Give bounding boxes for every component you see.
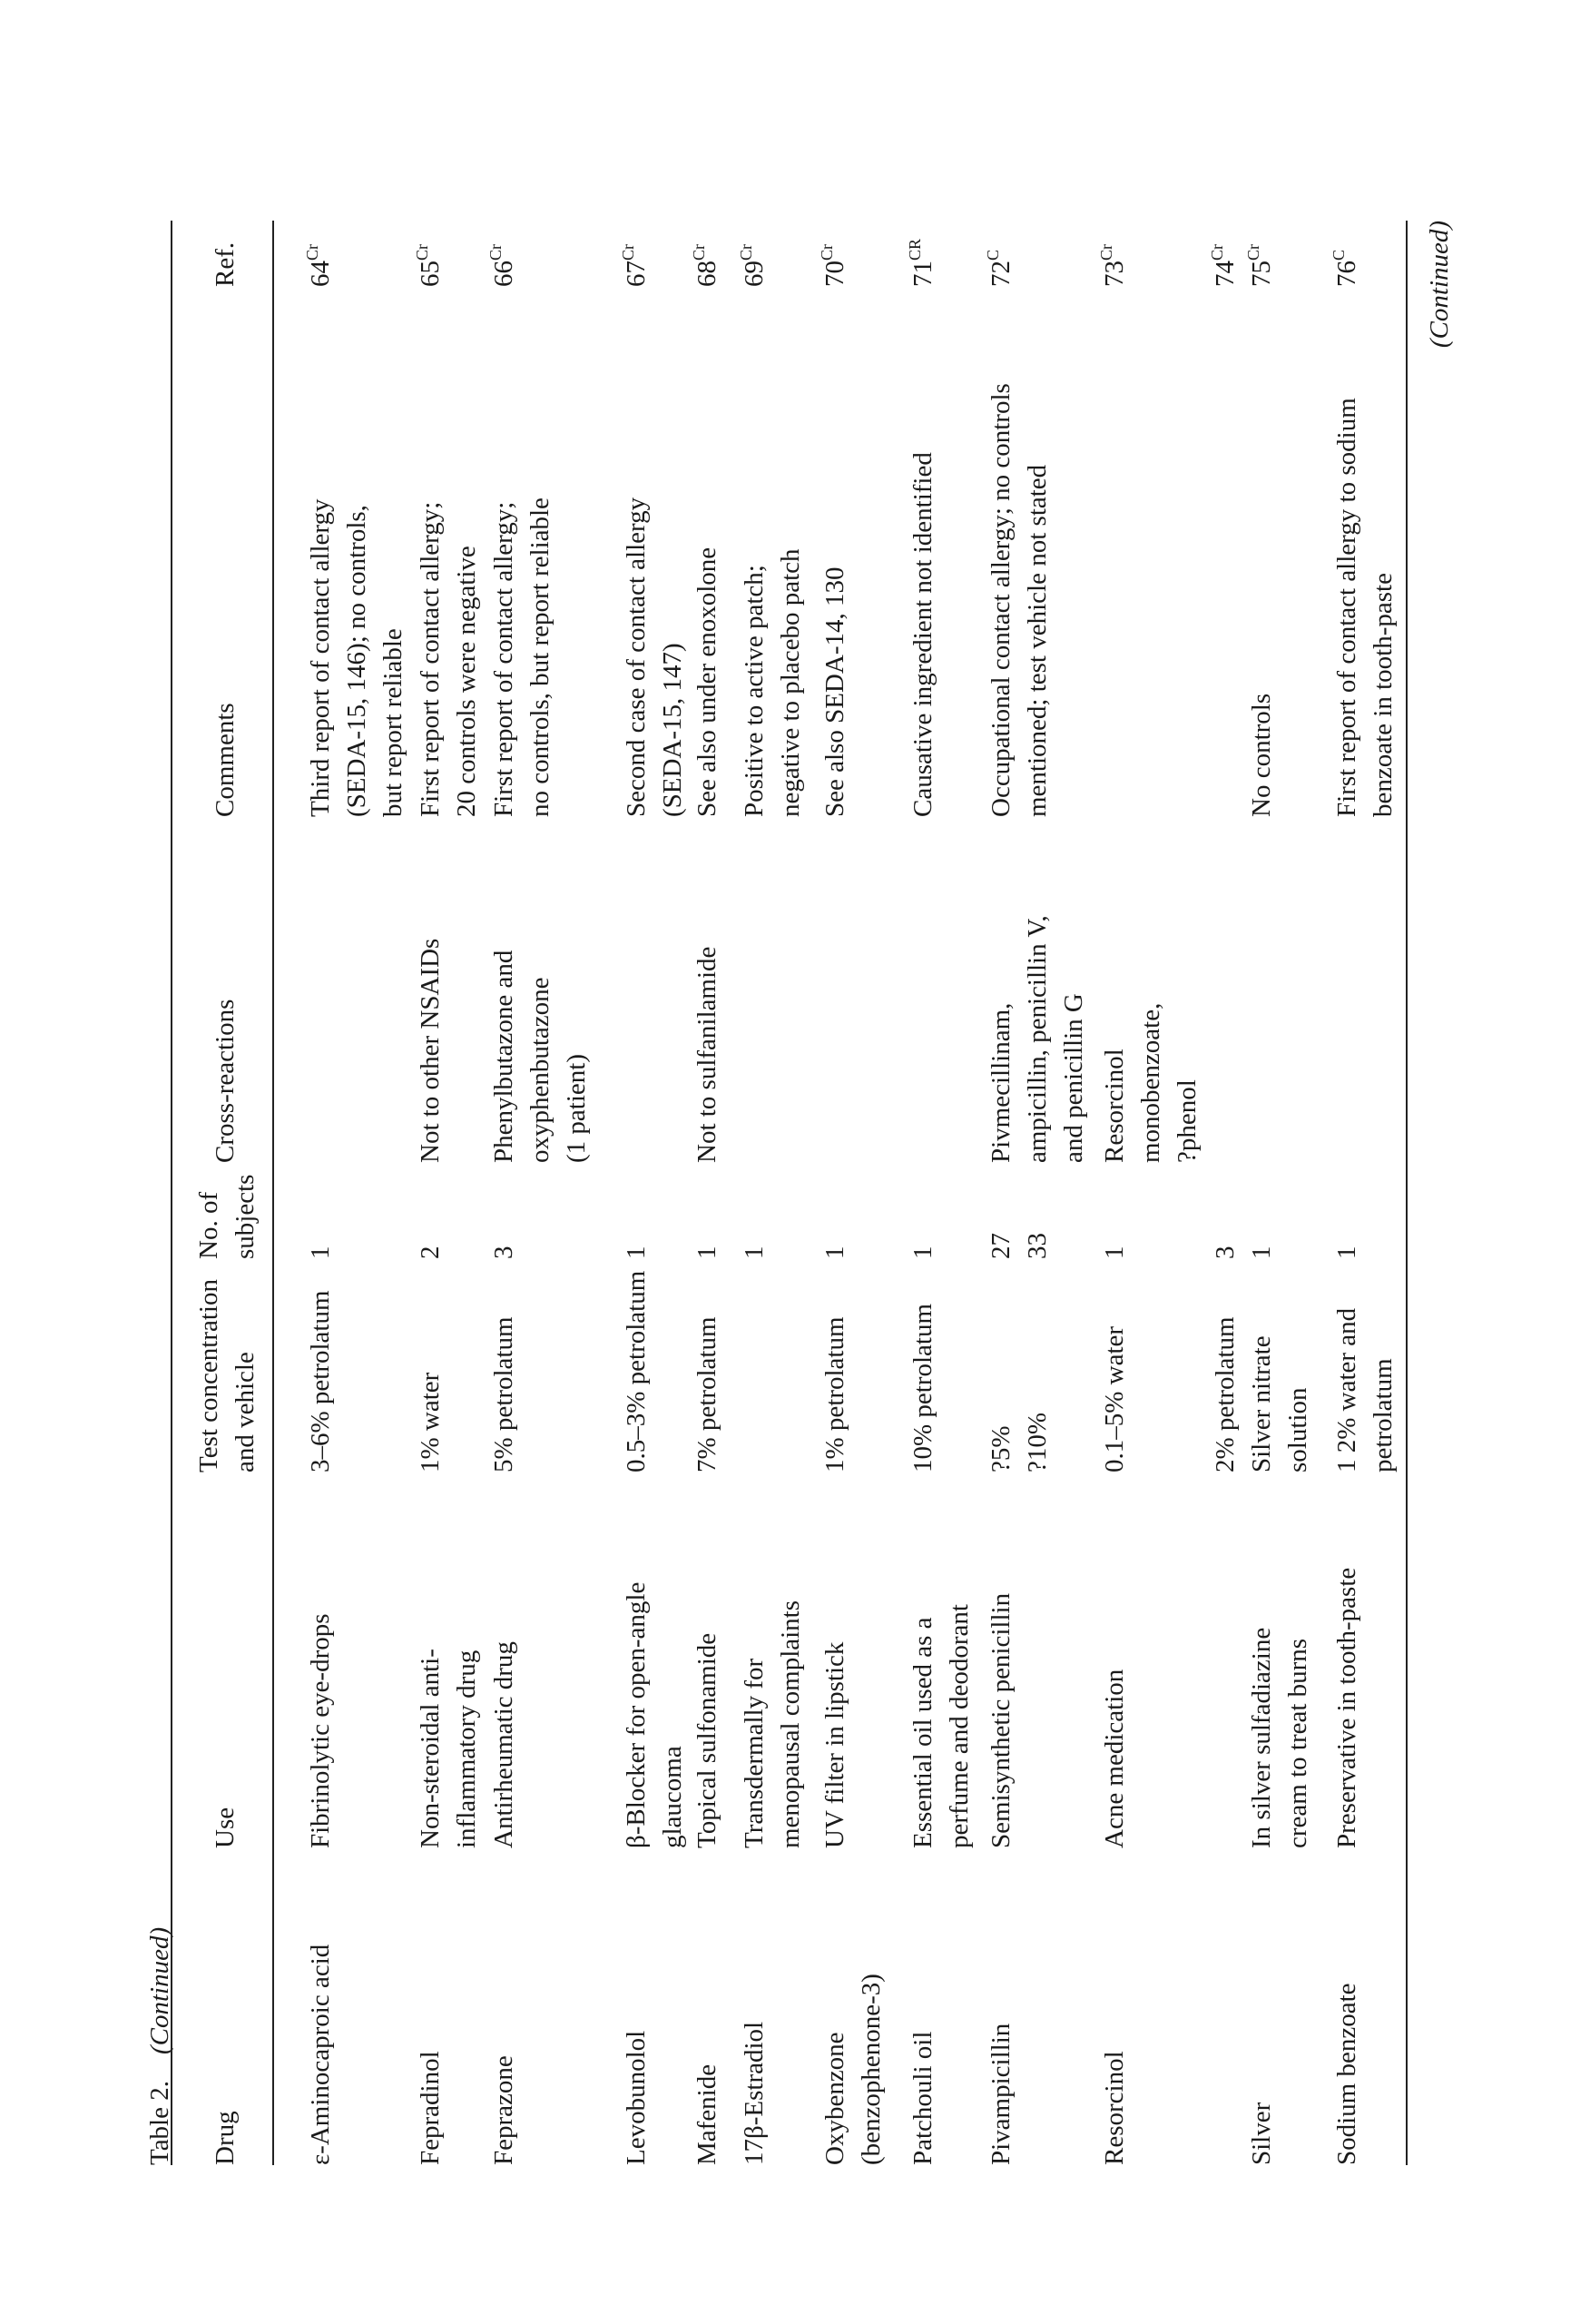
ref-superscript: Cr (1097, 244, 1115, 261)
ref-number: 67 (622, 261, 651, 287)
cell-comments: See also SEDA-14, 130 (820, 566, 849, 817)
cell-drug: Oxybenzone (benzophenone-3) (820, 1974, 886, 2165)
ref-number: 71 (908, 261, 937, 287)
header-rule (272, 221, 274, 2165)
cell-cross: Not to other NSAIDs (416, 938, 445, 1163)
cell-test: 10% petrolatum (908, 1303, 937, 1472)
cell-drug: Sodium benzoate (1332, 1983, 1361, 2165)
column-header-drug: Drug (211, 2111, 240, 2165)
table-caption (105, 1927, 178, 2165)
cell-test: Silver nitrate solution (1247, 1335, 1312, 1472)
ref-superscript: Cr (619, 244, 637, 261)
ref-number: 73 (1100, 261, 1129, 287)
cell-comments: See also under enoxolone (692, 547, 721, 817)
cell-drug: Fepradinol (416, 2051, 445, 2165)
cell-use: Antirheumatic drug (489, 1641, 518, 1848)
cell-n: 1 (1100, 1246, 1129, 1259)
cell-n: 1 (820, 1246, 849, 1259)
column-header-cross: Cross-reactions (211, 999, 240, 1163)
cell-drug: Silver (1247, 2102, 1276, 2165)
cell-test: 5% petrolatum (489, 1316, 518, 1472)
cell-n: 1 (692, 1246, 721, 1259)
cell-comments: Third report of contact allergy (SEDA-15, 146); no controls, but report reliable (306, 498, 407, 817)
ref-number: 74 (1211, 261, 1240, 287)
cell-use: Essential oil used as a perfume and deodorant (908, 1604, 974, 1848)
bottom-rule (1406, 221, 1408, 2165)
cell-comments: Positive to active patch; negative to placebo patch (740, 548, 805, 817)
cell-cross: Pivmecillinam, ampicillin, penicillin V, and penicillin G (986, 915, 1088, 1163)
cell-ref (618, 214, 654, 287)
column-header-comments: Comments (211, 703, 240, 817)
cell-cross: Resorcinol monobenzoate, ?phenol (1100, 1002, 1202, 1163)
cell-ref (905, 214, 941, 287)
cell-use: Non-steroidal anti- inflammatory drug (416, 1649, 481, 1848)
cell-test: 2% petrolatum (1211, 1316, 1240, 1472)
column-header-ref: Ref. (211, 241, 240, 287)
cell-test: 1% water (416, 1372, 445, 1472)
column-header-test: Test concentration and vehicle (194, 1279, 260, 1472)
ref-superscript: C (1330, 249, 1348, 261)
cell-comments: Causative ingredient not identified (908, 452, 937, 817)
cell-comments: First report of contact allergy; 20 controls were negative (416, 501, 481, 817)
cell-n: 1 (1247, 1246, 1276, 1259)
ref-number: 70 (820, 261, 849, 287)
ref-number: 68 (692, 261, 721, 287)
ref-number: 64 (306, 261, 335, 287)
cell-drug: Levobunolol (622, 2030, 651, 2165)
cell-ref (1243, 214, 1280, 287)
cell-ref (689, 214, 725, 287)
cell-drug: Pivampicillin (986, 2023, 1016, 2165)
ref-number: 66 (489, 261, 518, 287)
cell-n: 1 (908, 1246, 937, 1259)
cell-drug: Patchouli oil (908, 2031, 937, 2165)
ref-superscript: Cr (486, 244, 505, 261)
ref-number: 76 (1332, 261, 1361, 287)
cell-n: 1 (622, 1246, 651, 1259)
ref-number: 69 (740, 261, 769, 287)
cell-n: 27 33 (986, 1233, 1052, 1259)
cell-drug: Resorcinol (1100, 2051, 1129, 2165)
ref-superscript: Cr (413, 244, 431, 261)
cell-drug: Feprazone (489, 2055, 518, 2165)
cell-test: ?5% ?10% (986, 1412, 1052, 1472)
column-header-n: No. of subjects (194, 1174, 260, 1259)
cell-use: Acne medication (1100, 1669, 1129, 1848)
cell-comments: First report of contact allergy to sodium benzoate in tooth-paste (1332, 398, 1398, 817)
cell-ref (1207, 214, 1243, 287)
ref-superscript: C (984, 249, 1002, 261)
cell-use: Fibrinolytic eye-drops (306, 1613, 335, 1848)
cell-comments: No controls (1247, 693, 1276, 817)
ref-superscript: Cr (1244, 244, 1262, 261)
cell-n: 2 (416, 1246, 445, 1259)
cell-test: 1 2% water and petrolatum (1332, 1307, 1398, 1472)
cell-test: 3–6% petrolatum (306, 1290, 335, 1472)
cell-ref (302, 214, 339, 287)
ref-superscript: Cr (737, 244, 755, 261)
ref-superscript: Cr (1208, 244, 1226, 261)
continued-footer: (Continued) (1425, 221, 1454, 349)
cell-drug: 17β-Estradiol (740, 2021, 769, 2165)
ref-superscript: Cr (690, 244, 708, 261)
cell-ref (817, 214, 853, 287)
cell-ref (1329, 214, 1365, 287)
cell-comments: Second case of contact allergy (SEDA-15, 147) (622, 497, 687, 817)
ref-number: 72 (986, 261, 1016, 287)
cell-ref (412, 214, 448, 287)
cell-cross: Not to sulfanilamide (692, 946, 721, 1163)
cell-ref (486, 214, 522, 287)
cell-n: 3 (489, 1246, 518, 1259)
ref-superscript: Cr (303, 244, 321, 261)
ref-superscript: Cr (818, 244, 836, 261)
cell-use: Topical sulfonamide (692, 1632, 721, 1848)
cell-use: Semisynthetic penicillin (986, 1592, 1016, 1848)
cell-comments: Occupational contact allergy; no controls mentioned; test vehicle not stated (986, 383, 1052, 817)
cell-n: 1 (740, 1246, 769, 1259)
cell-n: 3 (1211, 1246, 1240, 1259)
cell-ref (1096, 214, 1133, 287)
cell-use: β-Blocker for open-angle glaucoma (622, 1581, 687, 1848)
ref-number: 65 (416, 261, 445, 287)
top-rule (171, 221, 172, 2165)
cell-comments: First report of contact allergy; no controls, but report reliable (489, 497, 555, 817)
column-header-use: Use (211, 1807, 240, 1848)
cell-n: 1 (1332, 1246, 1361, 1259)
caption-continued: (Continued) (145, 1926, 174, 2054)
cell-n: 1 (306, 1246, 335, 1259)
cell-ref (983, 214, 1019, 287)
cell-cross: Phenylbutazone and oxyphenbutazone (1 patient) (489, 950, 591, 1163)
cell-test: 7% petrolatum (692, 1316, 721, 1472)
cell-ref (736, 214, 772, 287)
cell-use: In silver sulfadiazine cream to treat burns (1247, 1627, 1312, 1848)
cell-drug: ε-Aminocaproic acid (306, 1944, 335, 2165)
cell-use: Transdermally for menopausal complaints (740, 1600, 805, 1848)
cell-use: Preservative in tooth-paste (1332, 1567, 1361, 1848)
cell-test: 0.5–3% petrolatum (622, 1270, 651, 1472)
ref-superscript: CR (906, 238, 924, 261)
caption-label: Table 2. (145, 2081, 174, 2165)
cell-test: 0.1–5% water (1100, 1325, 1129, 1472)
cell-test: 1% petrolatum (820, 1316, 849, 1472)
cell-drug: Mafenide (692, 2063, 721, 2165)
cell-use: UV filter in lipstick (820, 1641, 849, 1848)
ref-number: 75 (1247, 261, 1276, 287)
